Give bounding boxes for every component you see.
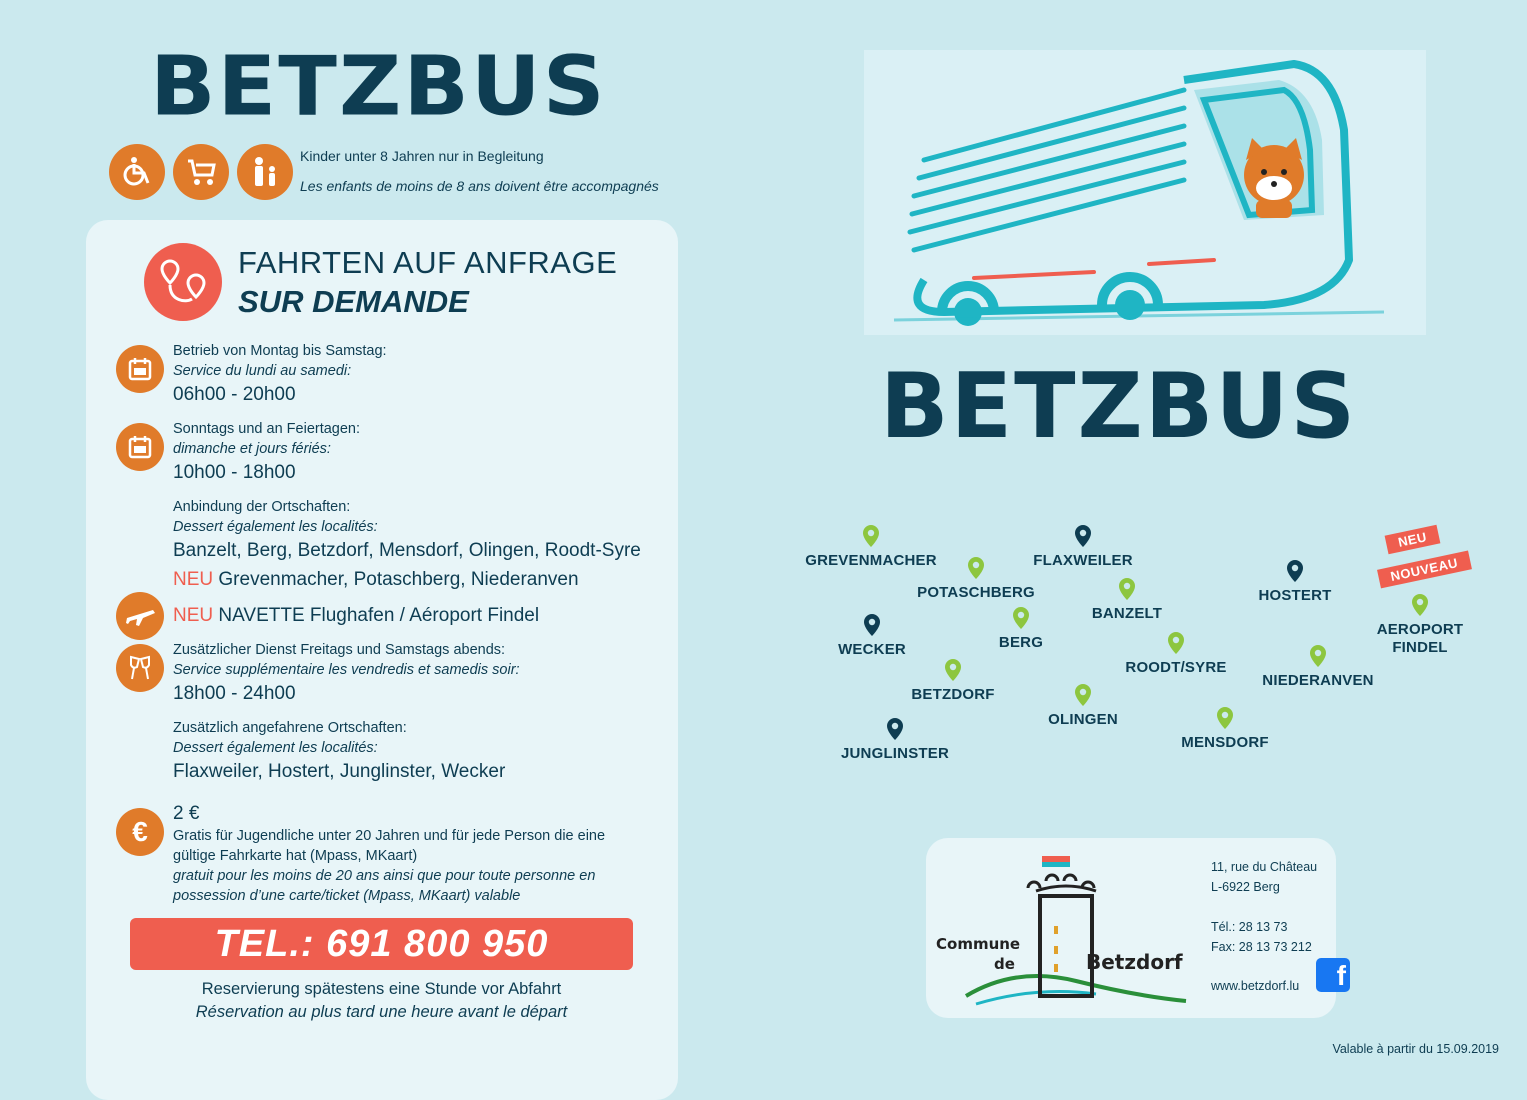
sunday-de: Sonntags und an Feiertagen: (173, 421, 361, 437)
extra-list: Flaxweiler, Hostert, Junglinster, Wecker (173, 761, 506, 782)
map-pin-icon (967, 556, 985, 580)
map-place-label: BETZDORF (911, 686, 995, 703)
evening-fr: Service supplémentaire les vendredis et samedis soir: (173, 662, 520, 678)
map-place-label: MENSDORF (1181, 734, 1269, 751)
price-fr-1: gratuit pour les moins de 20 ans ainsi que pour toute personne en (173, 868, 596, 884)
champagne-glasses-icon (116, 644, 164, 692)
route-pin-icon (144, 243, 222, 321)
facebook-icon[interactable]: f (1316, 958, 1350, 992)
weekday-fr: Service du lundi au samedi: (173, 363, 352, 379)
sunday-fr: dimanche et jours fériés: (173, 441, 331, 457)
map-place-label: NIEDERANVEN (1262, 672, 1374, 689)
map-place-label: WECKER (838, 641, 906, 658)
brand-title-right: BETZBUS (880, 354, 1358, 459)
map-pin-icon (862, 524, 880, 548)
extra-de: Zusätzlich angefahrene Ortschaften: (173, 720, 407, 736)
map-place-label: POTASCHBERG (917, 584, 1035, 601)
badge-nouveau: NOUVEAU (1377, 551, 1471, 589)
commune-betzdorf-logo (936, 846, 1196, 1011)
shuttle-line (173, 605, 539, 627)
brand-title-left: BETZBUS (150, 39, 607, 135)
address-line-1: 11, rue du Château (1211, 860, 1318, 874)
map-place-label: OLINGEN (1048, 711, 1118, 728)
reservation-de: Reservierung spätestens eine Stunde vor Abfahrt (201, 980, 562, 998)
map-pin-icon (863, 613, 881, 637)
map-pin-icon (1118, 577, 1136, 601)
map-place-label: GREVENMACHER (805, 552, 937, 569)
address-line-2: L-6922 Berg (1211, 880, 1280, 894)
neu-label: NEU (173, 605, 214, 626)
contact-web[interactable]: www.betzdorf.lu (1211, 979, 1300, 993)
logo-text-betzdorf: Betzdorf (1086, 950, 1183, 974)
evening-hours: 18h00 - 24h00 (173, 683, 296, 704)
badge-neu: NEU (1385, 525, 1441, 555)
neu-label: NEU (173, 569, 214, 590)
localities-list: Banzelt, Berg, Betzdorf, Mensdorf, Olingen, Roodt-Syre (173, 540, 641, 561)
map-pin-icon (1411, 593, 1429, 617)
logo-text-de: de (994, 955, 1015, 973)
evening-de: Zusätzlicher Dienst Freitags und Samstags abends: (173, 642, 506, 658)
map-pin-icon (944, 658, 962, 682)
map-pin-icon (1286, 559, 1304, 583)
valid-from: Valable à partir du 15.09.2019 (1332, 1042, 1499, 1056)
map-place-label: FLAXWEILER (1033, 552, 1133, 569)
sunday-hours: 10h00 - 18h00 (173, 462, 296, 483)
calendar-icon (116, 423, 164, 471)
extra-fr: Dessert également les localités: (173, 740, 378, 756)
panel-title-de: FAHRTEN AUF ANFRAGE (238, 245, 618, 280)
weekday-de: Betrieb von Montag bis Samstag: (173, 343, 387, 359)
localities-fr: Dessert également les localités: (173, 519, 378, 535)
wheelchair-icon (109, 144, 165, 200)
map-place-label: ROODT/SYRE (1125, 659, 1227, 676)
panel-title-fr: SUR DEMANDE (238, 284, 469, 319)
notice-fr: Les enfants de moins de 8 ans doivent être accompagnés (300, 178, 659, 194)
contact-fax: Fax: 28 13 73 212 (1211, 940, 1312, 954)
localities-new-line (173, 569, 579, 591)
localities-new-list: Grevenmacher, Potaschberg, Niederanven (218, 569, 579, 590)
bus-illustration (864, 50, 1426, 335)
map-place-label: AEROPORT FINDEL (1376, 621, 1464, 656)
parent-child-icon (237, 144, 293, 200)
notice-de: Kinder unter 8 Jahren nur in Begleitung (300, 148, 544, 164)
stroller-icon (173, 144, 229, 200)
shuttle-text: NAVETTE Flughafen / Aéroport Findel (218, 605, 540, 626)
weekday-hours: 06h00 - 20h00 (173, 384, 296, 405)
euro-icon: € (116, 808, 164, 856)
map-pin-icon (1074, 524, 1092, 548)
map-pin-icon (1012, 606, 1030, 630)
calendar-icon (116, 345, 164, 393)
price-de-1: Gratis für Jugendliche unter 20 Jahren und für jede Person die eine (173, 828, 606, 844)
speed-lines (910, 90, 1184, 250)
map-place-label: BERG (998, 634, 1044, 651)
map-pin-icon (1074, 683, 1092, 707)
airplane-icon (116, 592, 164, 640)
map-place-label: BANZELT (1091, 605, 1163, 622)
price-amount: 2 € (173, 803, 200, 824)
price-fr-2: possession d’une carte/ticket (Mpass, MKaart) valable (173, 888, 521, 904)
reservation-fr: Réservation au plus tard une heure avant le départ (195, 1003, 568, 1021)
phone-number-banner[interactable]: TEL.: 691 800 950 (130, 918, 633, 970)
map-place-label: JUNGLINSTER (840, 745, 950, 762)
localities-de: Anbindung der Ortschaften: (173, 499, 351, 515)
map-pin-icon (886, 717, 904, 741)
map-pin-icon (1216, 706, 1234, 730)
contact-tel: Tél.: 28 13 73 (1211, 920, 1288, 934)
map-place-label: HOSTERT (1258, 587, 1332, 604)
map-pin-icon (1309, 644, 1327, 668)
map-pin-icon (1167, 631, 1185, 655)
price-de-2: gültige Fahrkarte hat (Mpass, MKaart) (173, 848, 418, 864)
logo-text-commune: Commune (936, 935, 1021, 953)
